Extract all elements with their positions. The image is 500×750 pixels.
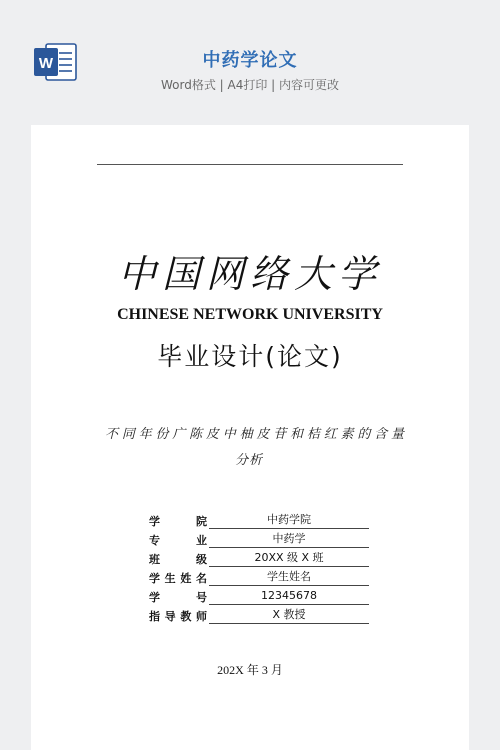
info-label: 指导教师 [149, 610, 207, 623]
student-info-table [149, 511, 371, 625]
page-title: 中药学论文 [202, 50, 298, 71]
thesis-topic [105, 422, 405, 474]
info-value: 学生姓名 [209, 570, 369, 586]
info-row-student-name [149, 568, 371, 587]
info-value: 12345678 [209, 589, 369, 605]
page-header [0, 0, 500, 110]
info-value: 中药学 [209, 532, 369, 548]
thesis-heading: 毕业设计(论文) [157, 342, 343, 371]
info-label: 学 号 [149, 591, 207, 604]
info-label: 学生姓名 [149, 572, 207, 585]
university-name-english: CHINESE NETWORK UNIVERSITY [117, 306, 383, 323]
document-page [31, 125, 469, 750]
thesis-topic-line-2: 分析 [235, 453, 264, 468]
info-label: 学 院 [149, 515, 207, 528]
university-name-chinese: 中国网络大学 [117, 252, 382, 296]
info-row-class [149, 549, 371, 568]
info-value: 20XX 级 X 班 [209, 551, 369, 567]
info-row-major [149, 530, 371, 549]
info-row-student-id [149, 587, 371, 606]
info-label: 专 业 [149, 534, 207, 547]
page-subtitle: Word格式 | A4打印 | 内容可更改 [160, 78, 340, 92]
info-row-college [149, 511, 371, 530]
info-value: 中药学院 [209, 513, 369, 529]
info-row-advisor [149, 606, 371, 625]
submission-date: 202X 年 3 月 [217, 663, 283, 677]
thesis-topic-line-1: 不同年份广陈皮中柚皮苷和桔红素的含量 [105, 427, 405, 442]
top-divider [97, 164, 403, 165]
info-value: X 教授 [209, 608, 369, 624]
svg-text:W: W [38, 55, 54, 72]
info-label: 班 级 [149, 553, 207, 566]
